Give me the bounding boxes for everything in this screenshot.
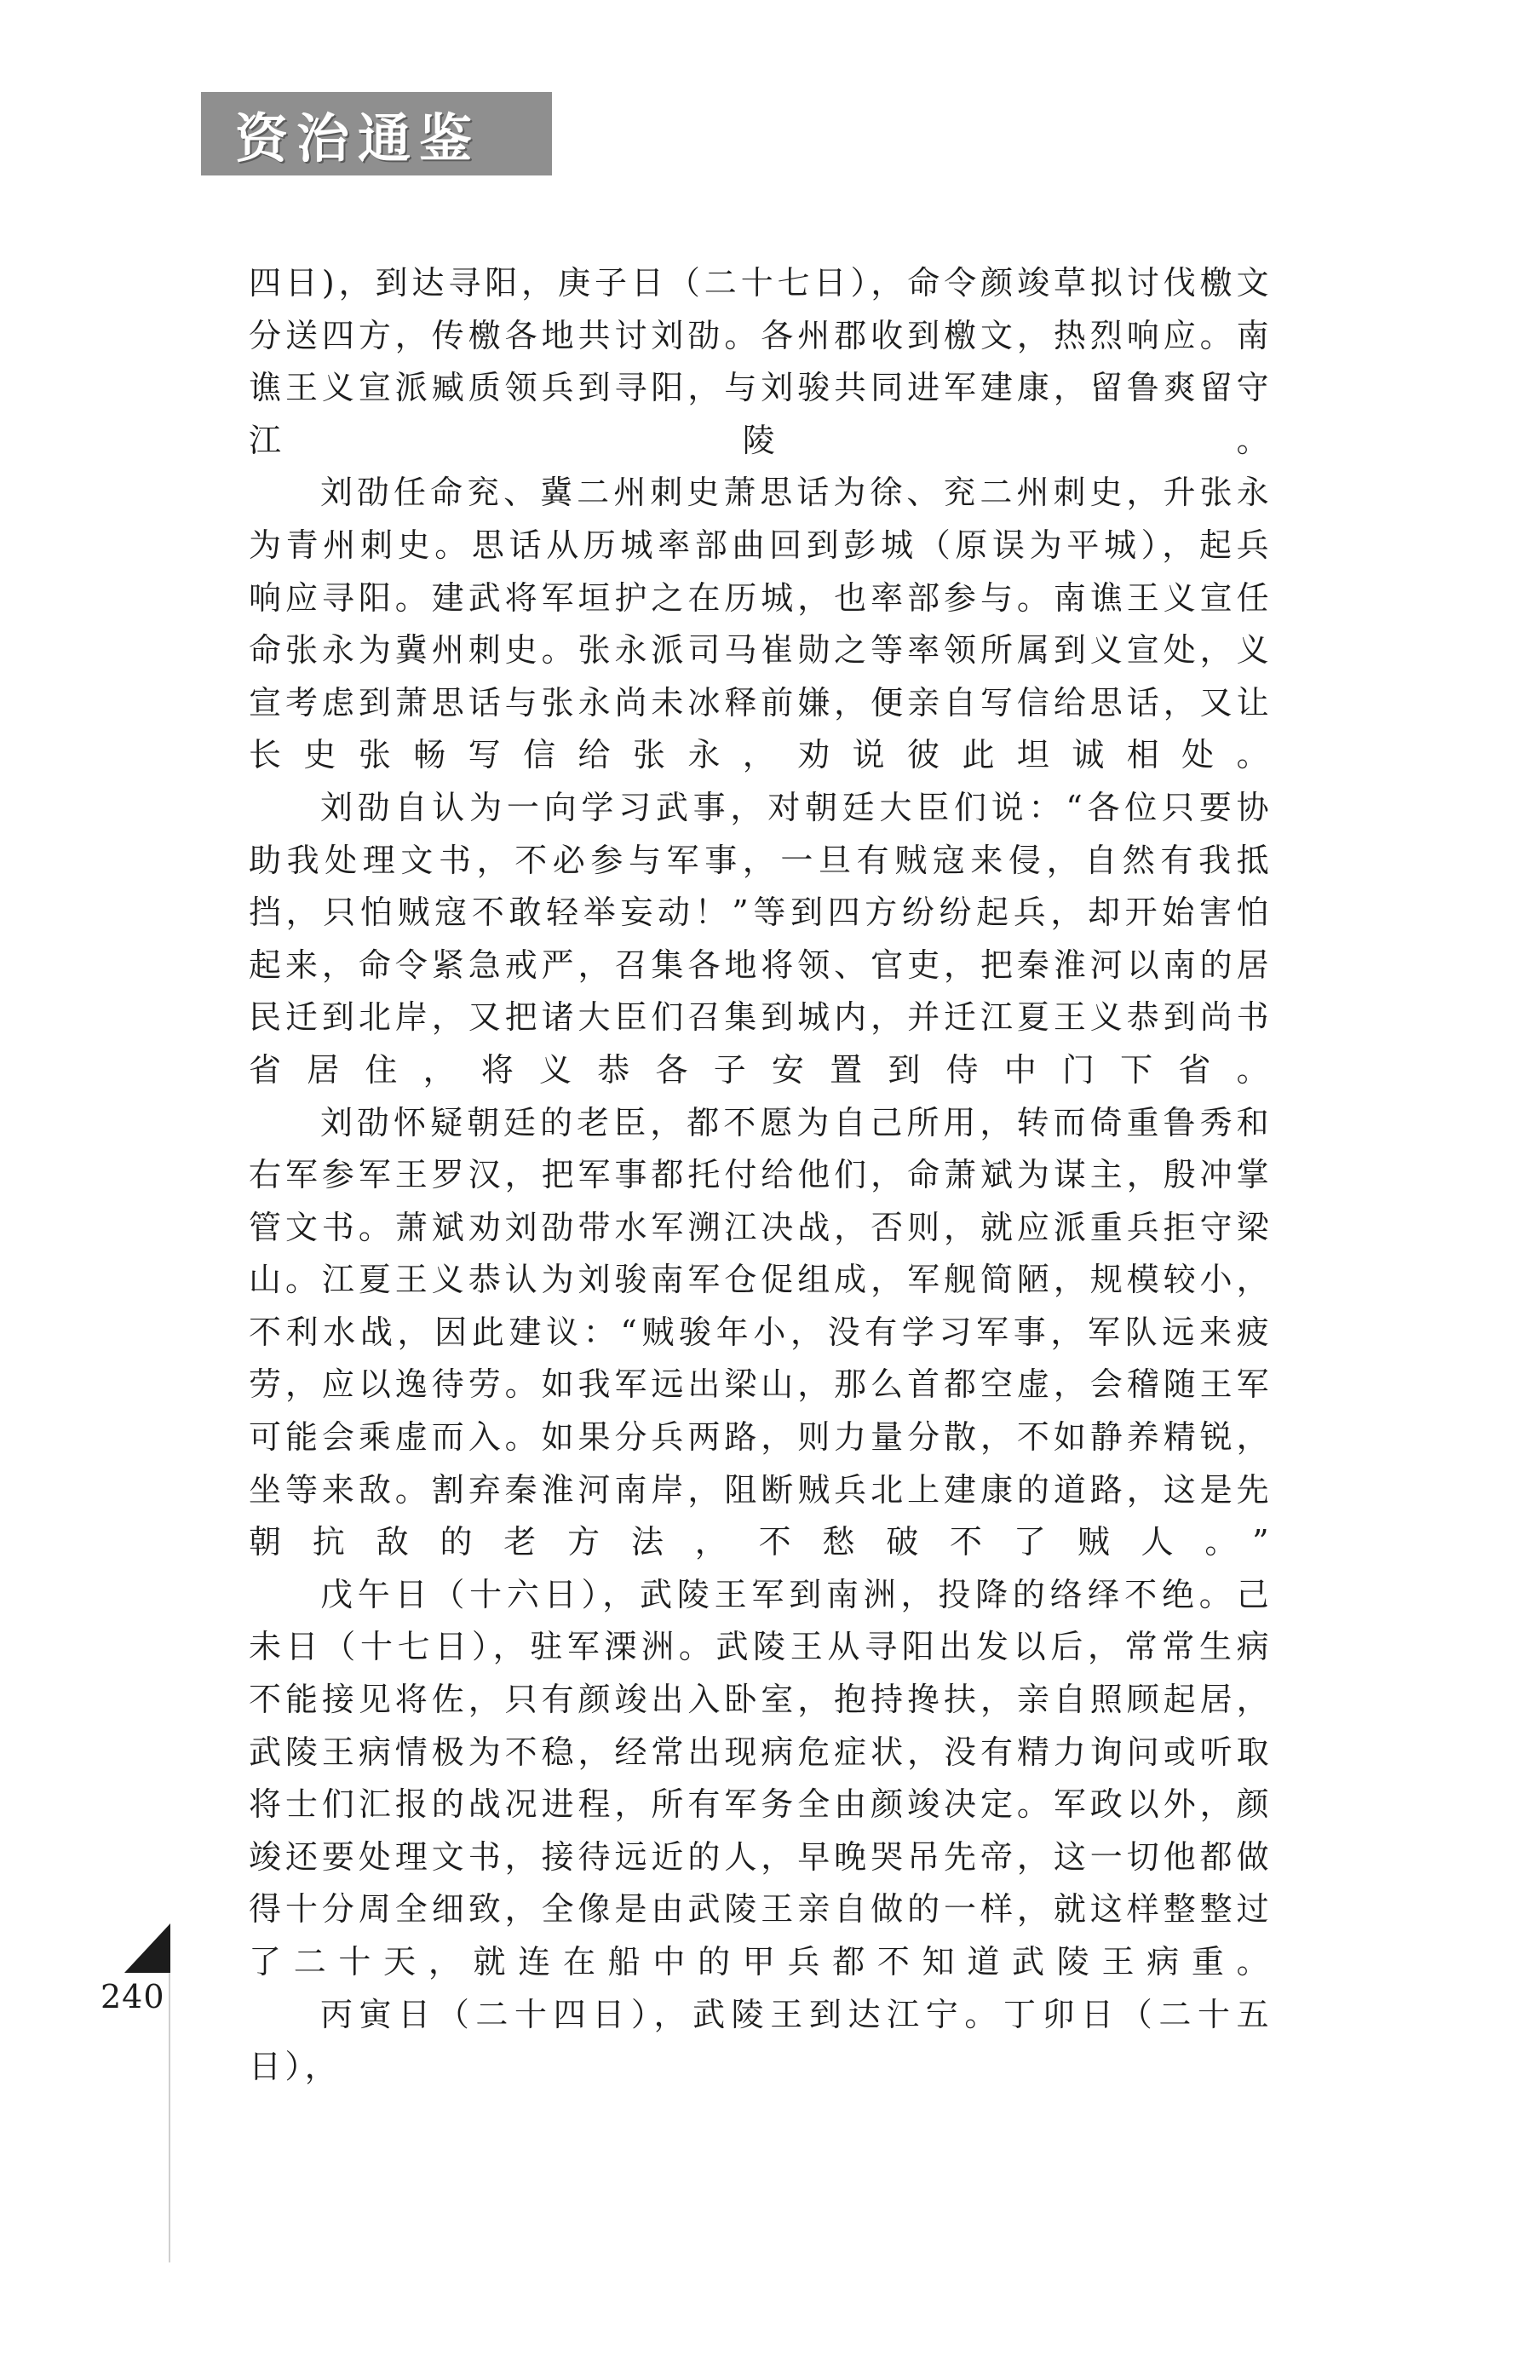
paragraph-2: 刘劭任命兖、冀二州刺史萧思话为徐、兖二州刺史，升张永为青州刺史。思话从历城率部曲回到彭城（原误为平城），起兵响应寻阳。建武将军垣护之在历城，也率部参与。南谯王义宣任命张永为冀州刺史。张永派司马崔勋之等率领所属到义宣处，义宣考虑到萧思话与张永尚未冰释前嫌，便亲自写信给思话，又让长史张畅写信给张永，劝说彼此坦诚相处。 xyxy=(249,474,1273,774)
paragraph-5: 戊午日（十六日），武陵王军到南洲，投降的络绎不绝。己未日（十七日），驻军溧洲。武陵王从寻阳出发以后，常常生病不能接见将佐，只有颜竣出入卧室，抱持搀扶，亲自照顾起居，武陵王病情极为不稳，经常出现病危症状，没有精力询问或听取将士们汇报的战况进程，所有军务全由颜竣决定。军政以外，颜竣还要处理文书，接待远近的人，早晚哭吊先帝，这一切他都做得十分周全细致，全像是由武陵王亲自做的一样，就这样整整过了二十天，就连在船中的甲兵都不知道武陵王病重。 xyxy=(249,1575,1273,1980)
body-text xyxy=(249,257,1273,2094)
paragraph-1: 四日)，到达寻阳，庚子日（二十七日），命令颜竣草拟讨伐檄文分送四方，传檄各地共讨刘劭。各州郡收到檄文，热烈响应。南谯王义宣派臧质领兵到寻阳，与刘骏共同进军建康，留鲁爽留守江陵。 xyxy=(249,264,1273,459)
margin-rule xyxy=(169,1973,170,2262)
book-title: 资治通鉴 xyxy=(235,106,481,170)
header-banner xyxy=(201,92,552,175)
paragraph-6: 丙寅日（二十四日），武陵王到达江宁。丁卯日（二十五日）， xyxy=(249,1995,1273,2086)
paragraph-4: 刘劭怀疑朝廷的老臣，都不愿为自己所用，转而倚重鲁秀和右军参军王罗汉，把军事都托付给他们，命萧斌为谋主，殷冲掌管文书。萧斌劝刘劭带水军溯江决战，否则，就应派重兵拒守梁山。江夏王义恭认为刘骏南军仓促组成，军舰简陋，规模较小，不利水战，因此建议：“贼骏年小，没有学习军事，军队远来疲劳，应以逸待劳。如我军远出梁山，那么首都空虚，会稽随王军可能会乘虚而入。如果分兵两路，则力量分散，不如静养精锐，坐等来敌。割弃秦淮河南岸，阻断贼兵北上建康的道路，这是先朝抗敌的老方法，不愁破不了贼人。” xyxy=(249,1103,1273,1561)
page-number: 240 xyxy=(101,1978,165,2015)
page-corner-marker xyxy=(124,1923,170,1973)
paragraph-3: 刘劭自认为一向学习武事，对朝廷大臣们说：“各位只要协助我处理文书，不必参与军事，一旦有贼寇来侵，自然有我抵挡，只怕贼寇不敢轻举妄动！”等到四方纷纷起兵，却开始害怕起来，命令紧急戒严，召集各地将领、官吏，把秦淮河以南的居民迁到北岸，又把诸大臣们召集到城内，并迁江夏王义恭到尚书省居住，将义恭各子安置到侍中门下省。 xyxy=(249,788,1273,1089)
